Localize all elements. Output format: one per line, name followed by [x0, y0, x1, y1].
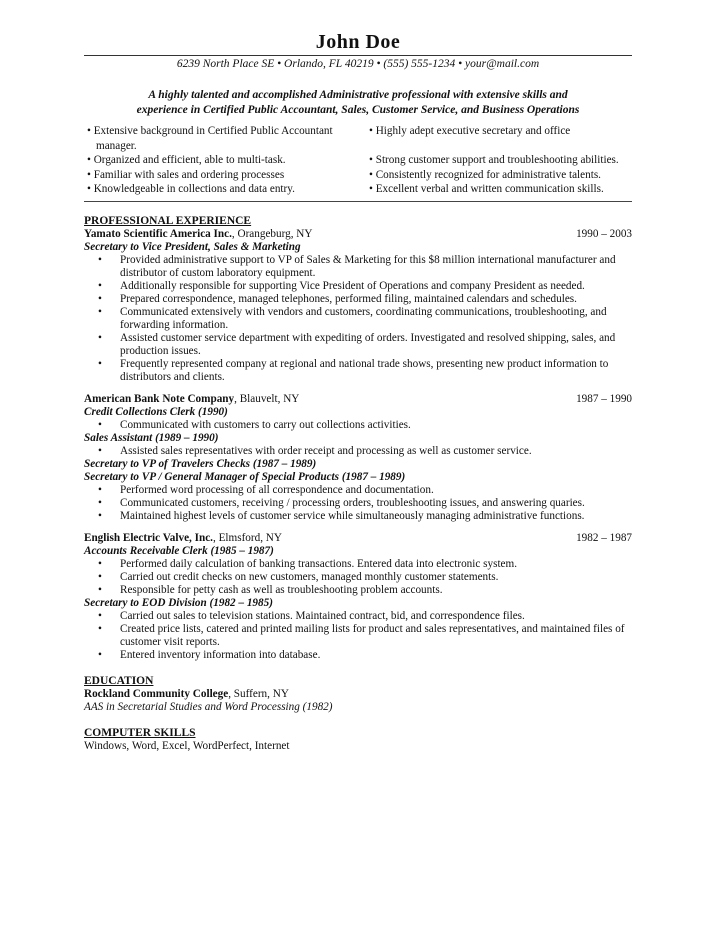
- job-entry: [84, 532, 632, 662]
- education-heading: EDUCATION: [84, 674, 154, 687]
- job-bullet: • Assisted sales representatives with order receipt and processing as well as customer service.: [98, 444, 532, 457]
- job-bullets: [84, 254, 632, 384]
- job-dates: 1987 – 1990: [576, 392, 632, 405]
- job-entry: [84, 228, 632, 384]
- job-bullet: • Additionally responsible for supporting Vice President of Operations and company President as needed.: [98, 279, 585, 292]
- education-school: Rockland Community College, Suffern, NY: [84, 687, 289, 700]
- job-bullet: • Responsible for petty cash as well as troubleshooting problem accounts.: [98, 583, 443, 596]
- job-dates: 1982 – 1987: [576, 531, 632, 544]
- job-bullet: • Entered inventory information into database.: [98, 648, 321, 661]
- job-bullet: • Communicated with customers to carry out collections activities.: [98, 418, 411, 431]
- job-bullets: [84, 419, 632, 432]
- highlight-item: • Familiar with sales and ordering processes: [87, 168, 285, 181]
- education-degree: AAS in Secretarial Studies and Word Processing (1982): [84, 700, 333, 713]
- experience-heading: PROFESSIONAL EXPERIENCE: [84, 214, 252, 227]
- job-role-title: Secretary to VP of Travelers Checks (1987 – 1989): [84, 457, 317, 470]
- summary: [84, 88, 632, 118]
- job-bullets: [84, 445, 632, 458]
- job-role-title: Secretary to EOD Division (1982 – 1985): [84, 596, 273, 609]
- highlight-item: • Strong customer support and troubleshooting abilities.: [369, 154, 619, 166]
- job-company: English Electric Valve, Inc., Elmsford, NY: [84, 531, 282, 544]
- job-role-title: Secretary to Vice President, Sales & Marketing: [84, 240, 301, 253]
- resume-page: [84, 30, 632, 753]
- job-header: [84, 228, 632, 241]
- job-role-title: Credit Collections Clerk (1990): [84, 405, 228, 418]
- highlight-item: • Highly adept executive secretary and office: [369, 125, 571, 137]
- highlight-item: • Extensive background in Certified Public Accountant manager.: [87, 125, 333, 152]
- highlight-item: • Consistently recognized for administrative talents.: [369, 168, 601, 181]
- divider: [84, 201, 632, 202]
- skills-text: Windows, Word, Excel, WordPerfect, Internet: [84, 739, 290, 752]
- job-bullet: • Carried out sales to television stations. Maintained contract, bid, and correspondence files.: [98, 609, 525, 622]
- highlight-item: • Knowledgeable in collections and data entry.: [87, 183, 295, 195]
- job-company: American Bank Note Company, Blauvelt, NY: [84, 392, 300, 405]
- job-company: Yamato Scientific America Inc., Orangeburg, NY: [84, 227, 313, 240]
- job-bullet: • Maintained highest levels of customer service while simultaneously managing administrative functions.: [98, 509, 585, 522]
- summary-line-1: A highly talented and accomplished Administrative professional with extensive skills and: [148, 89, 568, 101]
- job-bullets: [84, 610, 632, 662]
- job-dates: 1990 – 2003: [576, 227, 632, 240]
- job-bullet: • Performed word processing of all correspondence and documentation.: [98, 483, 434, 496]
- job-bullet: • Communicated extensively with vendors and customers, coordinating communications, troubleshooting, and forwarding information.: [98, 305, 607, 331]
- job-bullet: • Created price lists, catered and printed mailing lists for product and sales representatives, and maintained files of customer visit reports.: [98, 622, 625, 648]
- job-bullet: • Assisted customer service department with expediting of orders. Investigated and resolved shipping, sales, and production issues.: [98, 331, 616, 357]
- job-role-title: Sales Assistant (1989 – 1990): [84, 431, 219, 444]
- job-role-title: Accounts Receivable Clerk (1985 – 1987): [84, 544, 274, 557]
- job-header: [84, 393, 632, 406]
- job-bullet: • Communicated customers, receiving / processing orders, troubleshooting issues, and answering quaries.: [98, 496, 585, 509]
- job-bullet: • Performed daily calculation of banking transactions. Entered data into electronic system.: [98, 557, 518, 570]
- job-bullet: • Carried out credit checks on new customers, managed monthly customer statements.: [98, 570, 499, 583]
- job-entry: [84, 393, 632, 523]
- job-bullets: [84, 484, 632, 523]
- job-role-title: Secretary to VP / General Manager of Special Products (1987 – 1989): [84, 470, 406, 483]
- contact-line: 6239 North Place SE • Orlando, FL 40219 • (555) 555-1234 • your@mail.com: [84, 55, 632, 71]
- job-bullet: • Prepared correspondence, managed telephones, performed filing, maintained calendars and schedules.: [98, 292, 577, 305]
- highlight-item: • Excellent verbal and written communication skills.: [369, 183, 604, 195]
- candidate-name: John Doe: [315, 31, 401, 53]
- highlights-grid: [84, 124, 632, 197]
- skills-heading: COMPUTER SKILLS: [84, 726, 196, 739]
- highlight-item: • Organized and efficient, able to multi-task.: [87, 154, 286, 166]
- job-bullet: • Frequently represented company at regional and national trade shows, presenting new product information to distributors and clients.: [98, 357, 609, 383]
- job-bullets: [84, 558, 632, 597]
- job-bullet: • Provided administrative support to VP of Sales & Marketing for this $8 million international manufacturer and distributor of custom laboratory equipment.: [98, 253, 616, 279]
- job-header: [84, 532, 632, 545]
- summary-line-2: experience in Certified Public Accountant, Sales, Customer Service, and Business Operations: [136, 104, 580, 116]
